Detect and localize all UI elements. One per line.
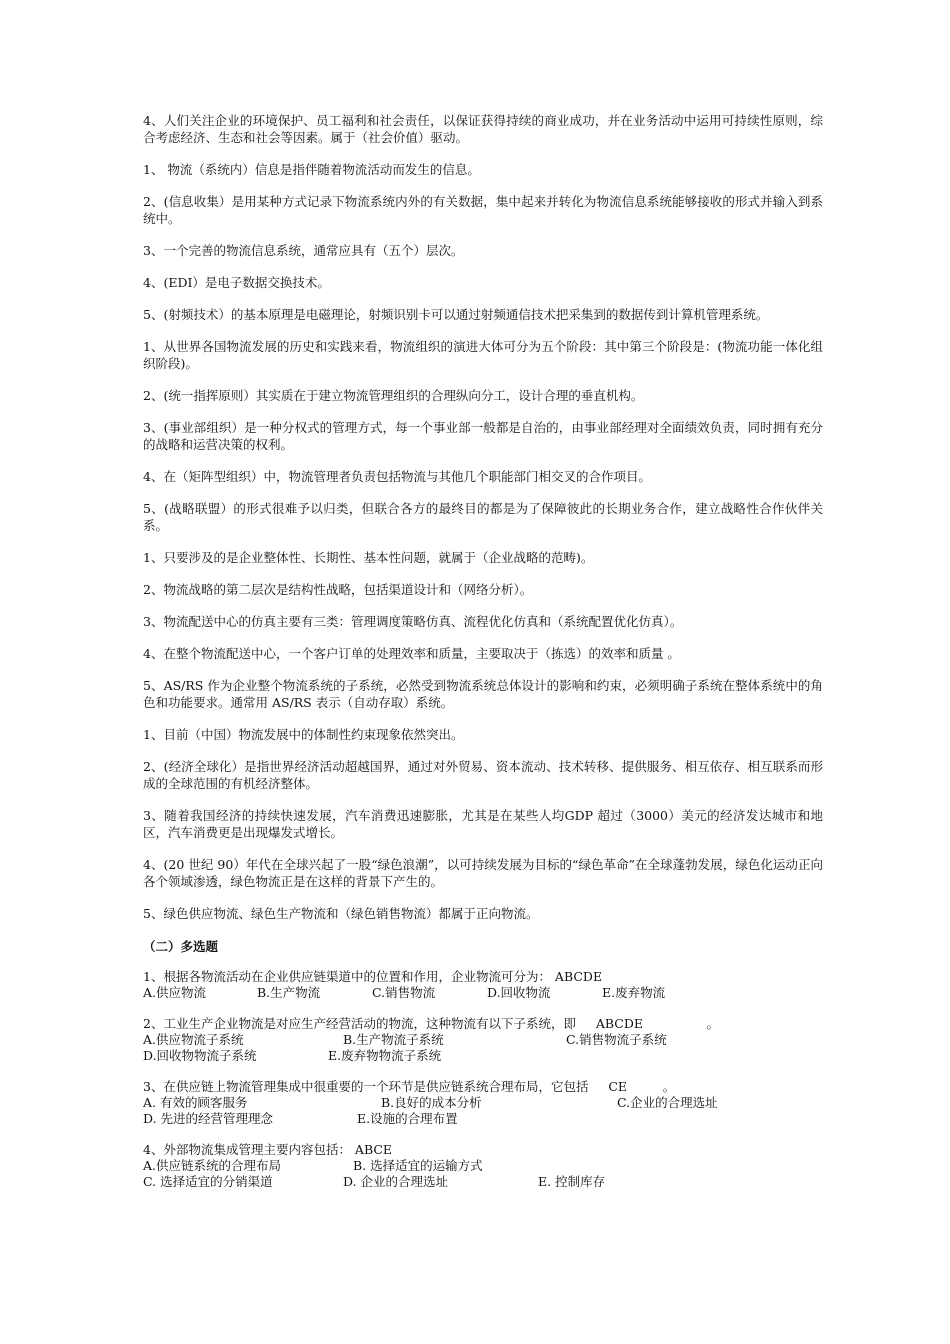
answer-paragraph: 4、(EDI）是电子数据交换技术。 bbox=[143, 275, 330, 290]
answer-paragraph: 3、物流配送中心的仿真主要有三类：管理调度策略仿真、流程优化仿真和（系统配置优化仿真）。 bbox=[143, 614, 683, 629]
answer-paragraph: 3、(事业部组织）是一种分权式的管理方式，每一个事业部一般都是自治的，由事业部经理对全面绩效负责，同时拥有充分的战略和运营决策的权利。 bbox=[143, 420, 823, 452]
answer-paragraph: 5、绿色供应物流、绿色生产物流和（绿色销售物流）都属于正向物流。 bbox=[143, 906, 539, 921]
question-stem: 2、工业生产企业物流是对应生产经营活动的物流，这种物流有以下子系统，即 ABCDE 。 bbox=[143, 1016, 720, 1031]
option: B.良好的成本分析 bbox=[381, 1095, 482, 1110]
options-row bbox=[143, 1032, 823, 1048]
option: E.废弃物物流子系统 bbox=[328, 1048, 442, 1063]
option: C.销售物流子系统 bbox=[566, 1032, 667, 1047]
question-stem: 4、外部物流集成管理主要内容包括： ABCE bbox=[143, 1142, 393, 1157]
answer-paragraph: 4、人们关注企业的环境保护、员工福利和社会责任，以保证获得持续的商业成功，并在业务活动中运用可持续性原则，综合考虑经济、生态和社会等因素。属于（社会价值）驱动。 bbox=[143, 113, 823, 145]
option: A. 有效的顾客服务 bbox=[143, 1095, 248, 1110]
option: B.生产物流子系统 bbox=[343, 1032, 444, 1047]
option: D.回收物流 bbox=[487, 985, 551, 1000]
option: B.生产物流 bbox=[257, 985, 321, 1000]
option: E. 控制库存 bbox=[538, 1174, 606, 1189]
option: D. 先进的经营管理理念 bbox=[143, 1111, 274, 1126]
answer-paragraph: 2、(信息收集）是用某种方式记录下物流系统内外的有关数据，集中起来并转化为物流信息系统能够接收的形式并输入到系统中。 bbox=[143, 194, 823, 226]
option: C.销售物流 bbox=[372, 985, 436, 1000]
question-block bbox=[143, 1142, 823, 1190]
option: C.企业的合理选址 bbox=[617, 1095, 718, 1110]
options-row bbox=[143, 1111, 823, 1127]
option: D. 企业的合理选址 bbox=[343, 1174, 449, 1189]
question-block bbox=[143, 969, 823, 1001]
option: D.回收物物流子系统 bbox=[143, 1048, 257, 1063]
multiple-choice-questions bbox=[143, 969, 823, 1190]
option: A.供应物流 bbox=[143, 985, 207, 1000]
answer-paragraph: 1、目前（中国）物流发展中的体制性约束现象依然突出。 bbox=[143, 727, 464, 742]
option: B. 选择适宜的运输方式 bbox=[353, 1158, 483, 1173]
options-row bbox=[143, 1174, 823, 1190]
options-row bbox=[143, 1158, 823, 1174]
answer-paragraph: 5、AS/RS 作为企业整个物流系统的子系统，必然受到物流系统总体设计的影响和约束，必须明确子系统在整体系统中的角色和功能要求。通常用 AS/RS 表示（自动存取）系统。 bbox=[143, 678, 823, 710]
answer-paragraph: 1、从世界各国物流发展的历史和实践来看，物流组织的演进大体可分为五个阶段：其中第三个阶段是：(物流功能一体化组织阶段)。 bbox=[143, 339, 823, 371]
answer-paragraph: 1、只要涉及的是企业整体性、长期性、基本性问题，就属于（企业战略的范畴)。 bbox=[143, 550, 594, 565]
fill-in-answers bbox=[143, 112, 823, 922]
option: C. 选择适宜的分销渠道 bbox=[143, 1174, 273, 1189]
answer-paragraph: 4、(20 世纪 90）年代在全球兴起了一股“绿色浪潮”，以可持续发展为目标的“绿色革命”在全球蓬勃发展，绿色化运动正向各个领域渗透，绿色物流正是在这样的背景下产生的。 bbox=[143, 857, 823, 889]
answer-paragraph: 2、物流战略的第二层次是结构性战略，包括渠道设计和（网络分析）。 bbox=[143, 582, 533, 597]
section-heading: （二）多选题 bbox=[143, 939, 219, 954]
option: E.设施的合理布置 bbox=[357, 1111, 458, 1126]
question-block bbox=[143, 1016, 823, 1064]
option: A.供应物流子系统 bbox=[143, 1032, 244, 1047]
document-page bbox=[143, 112, 823, 1205]
answer-paragraph: 3、随着我国经济的持续快速发展，汽车消费迅速膨胀，尤其是在某些人均GDP 超过（3000）美元的经济发达城市和地区，汽车消费更是出现爆发式增长。 bbox=[143, 808, 823, 840]
question-block bbox=[143, 1079, 823, 1127]
answer-paragraph: 4、在整个物流配送中心，一个客户订单的处理效率和质量，主要取决于（拣选）的效率和质量 。 bbox=[143, 646, 680, 661]
answer-paragraph: 3、一个完善的物流信息系统，通常应具有（五个）层次。 bbox=[143, 243, 464, 258]
options-row bbox=[143, 1048, 823, 1064]
answer-paragraph: 5、(战略联盟）的形式很难予以归类，但联合各方的最终目的都是为了保障彼此的长期业务合作，建立战略性合作伙伴关系。 bbox=[143, 501, 823, 533]
answer-paragraph: 2、(经济全球化）是指世界经济活动超越国界，通过对外贸易、资本流动、技术转移、提供服务、相互依存、相互联系而形成的全球范围的有机经济整体。 bbox=[143, 759, 823, 791]
option: A.供应链系统的合理布局 bbox=[143, 1158, 282, 1173]
answer-paragraph: 5、(射频技术）的基本原理是电磁理论，射频识别卡可以通过射频通信技术把采集到的数据传到计算机管理系统。 bbox=[143, 307, 769, 322]
answer-paragraph: 4、在（矩阵型组织）中，物流管理者负责包括物流与其他几个职能部门相交叉的合作项目。 bbox=[143, 469, 651, 484]
options-row bbox=[143, 985, 823, 1001]
answer-paragraph: 1、 物流（系统内）信息是指伴随着物流活动而发生的信息。 bbox=[143, 162, 480, 177]
options-row bbox=[143, 1095, 823, 1111]
answer-paragraph: 2、(统一指挥原则）其实质在于建立物流管理组织的合理纵向分工，设计合理的垂直机构。 bbox=[143, 388, 644, 403]
question-stem: 1、根据各物流活动在企业供应链渠道中的位置和作用，企业物流可分为： ABCDE bbox=[143, 969, 603, 984]
option: E.废弃物流 bbox=[602, 985, 666, 1000]
question-stem: 3、在供应链上物流管理集成中很重要的一个环节是供应链系统合理布局，它包括 CE 。 bbox=[143, 1079, 676, 1094]
